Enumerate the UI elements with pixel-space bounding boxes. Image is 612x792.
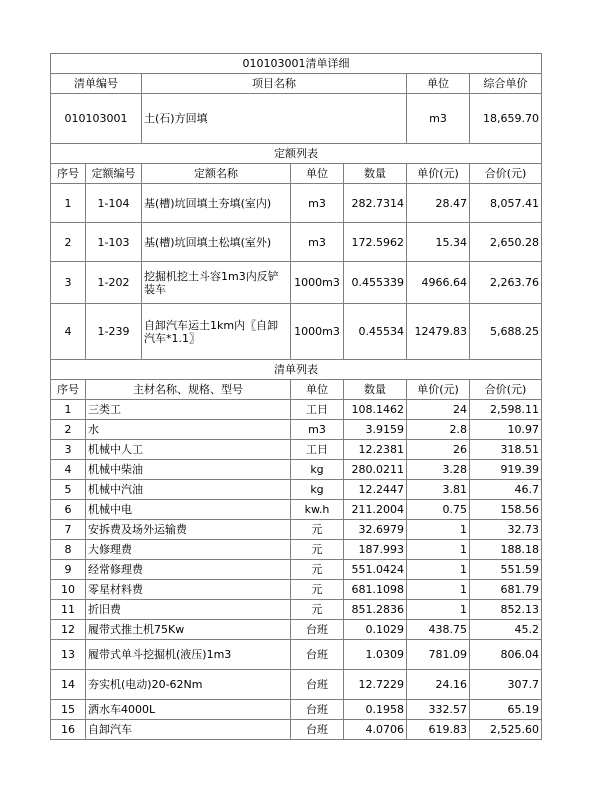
list-name: 三类工 [86, 400, 291, 420]
bill-name-header: 项目名称 [142, 74, 407, 94]
list-price: 3.81 [407, 480, 470, 500]
list-total-header: 合价(元) [470, 380, 542, 400]
list-price: 3.28 [407, 460, 470, 480]
list-row [51, 640, 542, 670]
quota-total: 5,688.25 [470, 304, 542, 360]
quota-name: 基(槽)坑回填土松填(室外) [142, 223, 291, 262]
list-name: 机械中汽油 [86, 480, 291, 500]
quota-price: 15.34 [407, 223, 470, 262]
list-row [51, 500, 542, 520]
list-seq: 7 [51, 520, 86, 540]
quota-unit: 1000m3 [291, 262, 344, 304]
bill-name: 土(石)方回填 [142, 94, 407, 144]
list-total: 307.7 [470, 670, 542, 700]
quota-row [51, 184, 542, 223]
list-total: 46.7 [470, 480, 542, 500]
list-qty: 12.2381 [344, 440, 407, 460]
list-name: 折旧费 [86, 600, 291, 620]
quota-total: 2,263.76 [470, 262, 542, 304]
list-total: 852.13 [470, 600, 542, 620]
bill-unit: m3 [407, 94, 470, 144]
list-qty: 0.1958 [344, 700, 407, 720]
list-row [51, 480, 542, 500]
quota-qty: 172.5962 [344, 223, 407, 262]
list-name: 零星材料费 [86, 580, 291, 600]
quota-row [51, 223, 542, 262]
list-qty: 108.1462 [344, 400, 407, 420]
list-price: 1 [407, 540, 470, 560]
quota-seq: 4 [51, 304, 86, 360]
list-seq: 5 [51, 480, 86, 500]
quota-seq-header: 序号 [51, 164, 86, 184]
quota-price: 28.47 [407, 184, 470, 223]
list-row [51, 460, 542, 480]
bill-row [51, 94, 542, 144]
list-unit: 元 [291, 560, 344, 580]
list-unit: 元 [291, 580, 344, 600]
list-total: 188.18 [470, 540, 542, 560]
list-seq: 11 [51, 600, 86, 620]
list-row [51, 400, 542, 420]
quota-name: 自卸汽车运土1km内〖自卸汽车*1.1〗 [142, 304, 291, 360]
list-seq: 12 [51, 620, 86, 640]
quota-code-header: 定额编号 [86, 164, 142, 184]
list-qty: 551.0424 [344, 560, 407, 580]
list-name: 履带式单斗挖掘机(液压)1m3 [86, 640, 291, 670]
list-name: 夯实机(电动)20-62Nm [86, 670, 291, 700]
list-name: 机械中柴油 [86, 460, 291, 480]
list-unit: 台班 [291, 700, 344, 720]
list-seq-header: 序号 [51, 380, 86, 400]
list-qty: 280.0211 [344, 460, 407, 480]
quota-unit: 1000m3 [291, 304, 344, 360]
list-qty: 12.2447 [344, 480, 407, 500]
list-qty: 211.2004 [344, 500, 407, 520]
quota-total: 2,650.28 [470, 223, 542, 262]
list-row [51, 440, 542, 460]
quota-qty: 0.45534 [344, 304, 407, 360]
quota-unit: m3 [291, 223, 344, 262]
list-price: 1 [407, 520, 470, 540]
list-price: 24 [407, 400, 470, 420]
list-price: 781.09 [407, 640, 470, 670]
list-row [51, 540, 542, 560]
list-name-header: 主材名称、规格、型号 [86, 380, 291, 400]
quota-qty: 282.7314 [344, 184, 407, 223]
quota-total-header: 合价(元) [470, 164, 542, 184]
list-unit: kg [291, 460, 344, 480]
bill-code: 010103001 [51, 94, 142, 144]
list-qty: 0.1029 [344, 620, 407, 640]
list-qty: 187.993 [344, 540, 407, 560]
list-header-row [51, 380, 542, 400]
list-total: 2,525.60 [470, 720, 542, 740]
list-name: 经常修理费 [86, 560, 291, 580]
list-row [51, 600, 542, 620]
list-unit: 台班 [291, 720, 344, 740]
quota-seq: 3 [51, 262, 86, 304]
list-row [51, 520, 542, 540]
list-seq: 10 [51, 580, 86, 600]
list-price: 2.8 [407, 420, 470, 440]
quota-row [51, 304, 542, 360]
quota-section-title: 定额列表 [51, 144, 542, 164]
list-total: 158.56 [470, 500, 542, 520]
quota-total: 8,057.41 [470, 184, 542, 223]
quota-code: 1-103 [86, 223, 142, 262]
bill-detail-table [50, 53, 542, 740]
list-name: 机械中电 [86, 500, 291, 520]
list-price: 332.57 [407, 700, 470, 720]
list-name: 自卸汽车 [86, 720, 291, 740]
list-seq: 16 [51, 720, 86, 740]
list-price: 1 [407, 560, 470, 580]
quota-qty: 0.455339 [344, 262, 407, 304]
list-qty: 4.0706 [344, 720, 407, 740]
quota-price: 12479.83 [407, 304, 470, 360]
list-unit: kw.h [291, 500, 344, 520]
list-price: 1 [407, 580, 470, 600]
quota-code: 1-239 [86, 304, 142, 360]
list-name: 大修理费 [86, 540, 291, 560]
quota-header-row [51, 164, 542, 184]
quota-qty-header: 数量 [344, 164, 407, 184]
list-name: 安拆费及场外运输费 [86, 520, 291, 540]
list-price: 619.83 [407, 720, 470, 740]
list-unit: 元 [291, 520, 344, 540]
list-price-header: 单价(元) [407, 380, 470, 400]
quota-code: 1-202 [86, 262, 142, 304]
list-total: 318.51 [470, 440, 542, 460]
quota-seq: 2 [51, 223, 86, 262]
list-row [51, 670, 542, 700]
list-total: 32.73 [470, 520, 542, 540]
list-name: 水 [86, 420, 291, 440]
list-seq: 13 [51, 640, 86, 670]
list-total: 681.79 [470, 580, 542, 600]
list-qty: 12.7229 [344, 670, 407, 700]
list-row [51, 420, 542, 440]
list-unit: 元 [291, 600, 344, 620]
quota-price: 4966.64 [407, 262, 470, 304]
list-total: 2,598.11 [470, 400, 542, 420]
quota-code: 1-104 [86, 184, 142, 223]
list-unit-header: 单位 [291, 380, 344, 400]
list-row [51, 560, 542, 580]
bill-code-header: 清单编号 [51, 74, 142, 94]
list-seq: 1 [51, 400, 86, 420]
list-seq: 14 [51, 670, 86, 700]
list-price: 1 [407, 600, 470, 620]
list-unit: 台班 [291, 670, 344, 700]
quota-unit: m3 [291, 184, 344, 223]
list-section-title: 清单列表 [51, 360, 542, 380]
list-qty: 851.2836 [344, 600, 407, 620]
list-seq: 6 [51, 500, 86, 520]
bill-unit-header: 单位 [407, 74, 470, 94]
list-seq: 15 [51, 700, 86, 720]
list-name: 洒水车4000L [86, 700, 291, 720]
list-price: 24.16 [407, 670, 470, 700]
list-name: 履带式推土机75Kw [86, 620, 291, 640]
list-seq: 8 [51, 540, 86, 560]
list-row [51, 720, 542, 740]
page-title: 010103001清单详细 [51, 54, 542, 74]
list-unit: m3 [291, 420, 344, 440]
list-unit: 工日 [291, 440, 344, 460]
list-seq: 4 [51, 460, 86, 480]
list-price: 0.75 [407, 500, 470, 520]
list-name: 机械中人工 [86, 440, 291, 460]
list-unit: 台班 [291, 640, 344, 670]
list-unit: 元 [291, 540, 344, 560]
list-seq: 2 [51, 420, 86, 440]
list-qty: 3.9159 [344, 420, 407, 440]
list-row [51, 580, 542, 600]
list-seq: 3 [51, 440, 86, 460]
list-total: 10.97 [470, 420, 542, 440]
list-unit: 台班 [291, 620, 344, 640]
list-price: 26 [407, 440, 470, 460]
list-qty: 32.6979 [344, 520, 407, 540]
bill-price: 18,659.70 [470, 94, 542, 144]
list-price: 438.75 [407, 620, 470, 640]
list-row [51, 620, 542, 640]
bill-price-header: 综合单价 [470, 74, 542, 94]
list-row [51, 700, 542, 720]
list-qty: 681.1098 [344, 580, 407, 600]
quota-name: 基(槽)坑回填土夯填(室内) [142, 184, 291, 223]
list-total: 551.59 [470, 560, 542, 580]
quota-name: 挖掘机挖土斗容1m3内反铲装车 [142, 262, 291, 304]
list-unit: kg [291, 480, 344, 500]
list-qty: 1.0309 [344, 640, 407, 670]
list-total: 806.04 [470, 640, 542, 670]
quota-seq: 1 [51, 184, 86, 223]
list-total: 65.19 [470, 700, 542, 720]
list-unit: 工日 [291, 400, 344, 420]
list-seq: 9 [51, 560, 86, 580]
list-total: 45.2 [470, 620, 542, 640]
bill-header-row [51, 74, 542, 94]
list-qty-header: 数量 [344, 380, 407, 400]
list-total: 919.39 [470, 460, 542, 480]
quota-price-header: 单价(元) [407, 164, 470, 184]
quota-unit-header: 单位 [291, 164, 344, 184]
quota-row [51, 262, 542, 304]
quota-name-header: 定额名称 [142, 164, 291, 184]
